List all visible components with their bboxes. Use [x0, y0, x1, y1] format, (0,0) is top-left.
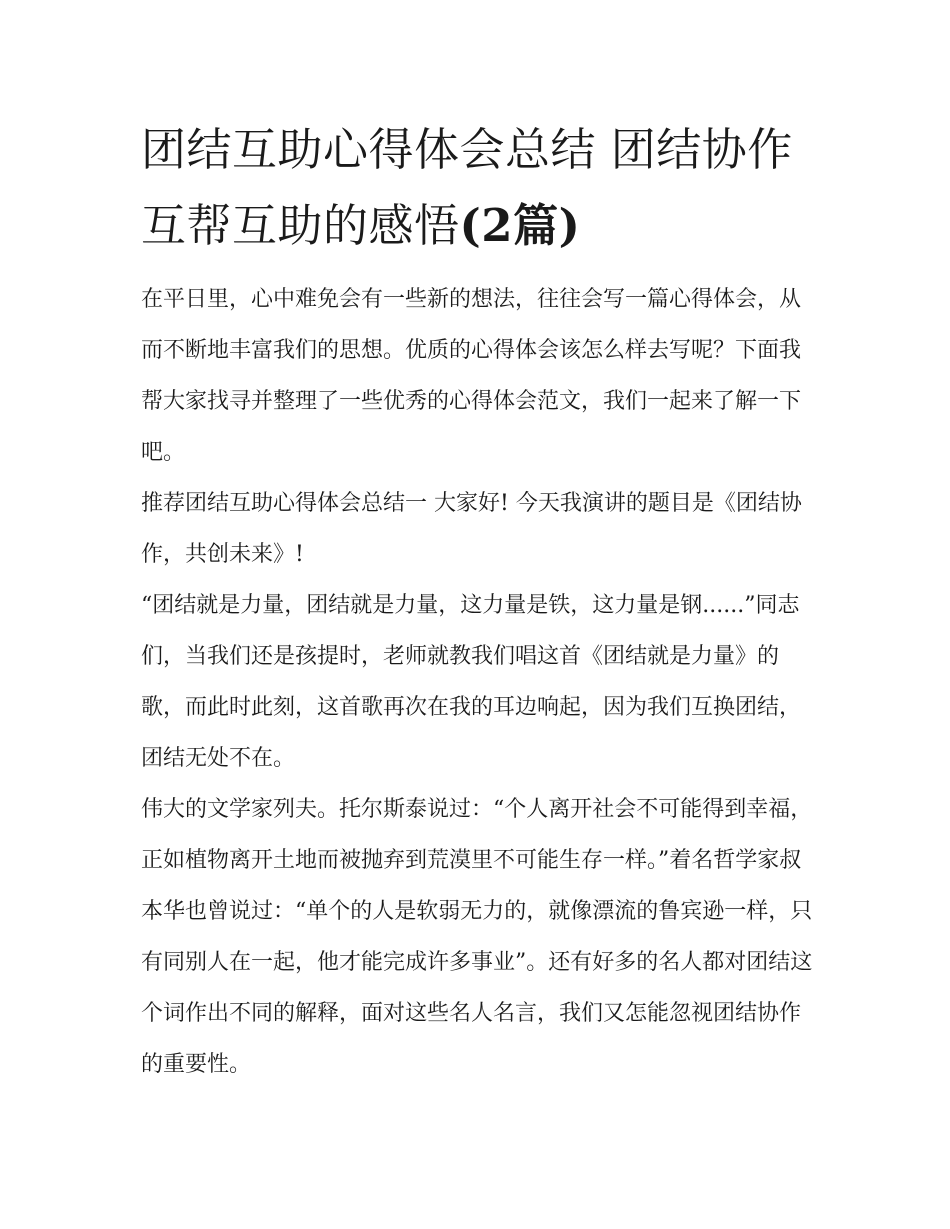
document-body [141, 112, 813, 1090]
paragraph-intro: 在平日里，心中难免会有一些新的想法，往往会写一篇心得体会，从而不断地丰富我们的思想。优质的心得体会该怎么样去写呢？下面我帮大家找寻并整理了一些优秀的心得体会范文，我们一起来了解一下吧。 [141, 287, 802, 465]
paragraph-song: “团结就是力量，团结就是力量，这力量是铁，这力量是钢......”同志们，当我们还是孩提时，老师就教我们唱这首《团结就是力量》的歌，而此时此刻，这首歌再次在我的耳边响起，因为我们互换团结，团结无处不在。 [141, 593, 802, 771]
paragraph-speech-opening: 推荐团结互助心得体会总结一 大家好! 今天我演讲的题目是《团结协作，共创未来》! [141, 491, 802, 567]
document-title: 团结互助心得体会总结 团结协作互帮互助的感悟(2篇) [141, 123, 793, 252]
paragraph-quotes: 伟大的文学家列夫。托尔斯泰说过：“个人离开社会不可能得到幸福，正如植物离开土地而被抛弃到荒漠里不可能生存一样。”着名哲学家叔本华也曾说过：“单个的人是软弱无力的，就像漂流的鲁宾逊一样，只有同别人在一起，他才能完成许多事业”。还有好多的名人都对团结这个词作出不同的解释，面对这些名人名言，我们又怎能忽视团结协作的重要性。 [141, 797, 813, 1077]
